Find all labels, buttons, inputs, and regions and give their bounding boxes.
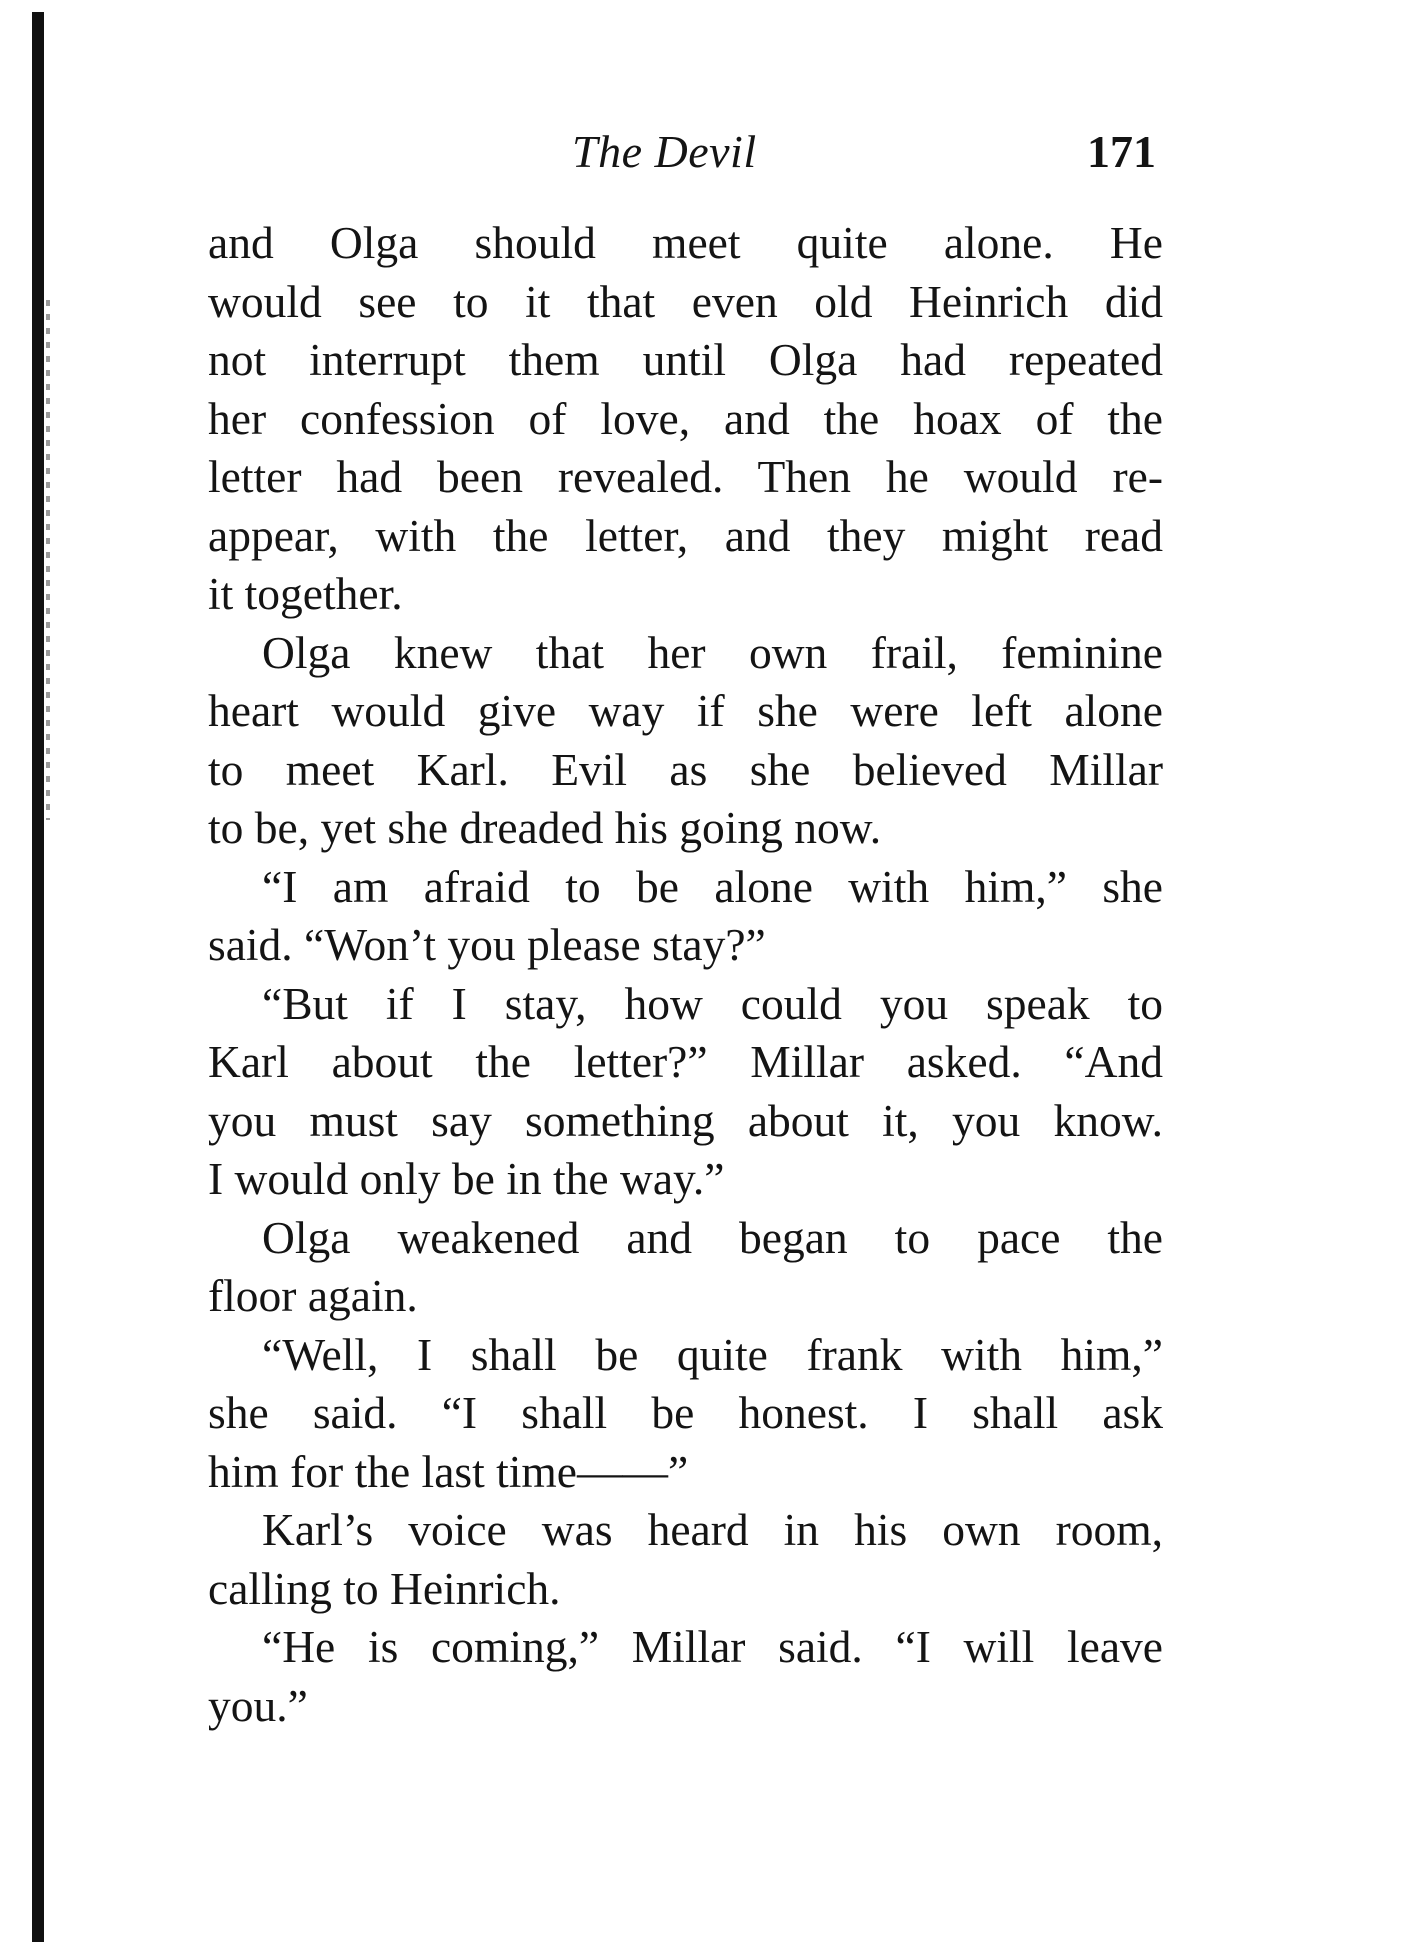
text-line: Olga knew that her own frail, feminine	[262, 626, 1163, 678]
text-line: Olga weakened and began to pace the	[262, 1211, 1163, 1263]
text-line: floor again.	[208, 1270, 418, 1321]
text-line: I would only be in the way.”	[208, 1153, 725, 1204]
body-text	[208, 214, 1163, 1735]
text-line: “But if I stay, how could you speak to	[262, 977, 1163, 1029]
text-line: you.”	[208, 1679, 308, 1731]
text-line: Karl about the letter?” Millar asked. “And	[208, 1036, 1163, 1087]
text-line: appear, with the letter, and they might read	[208, 509, 1163, 561]
text-line: and Olga should meet quite alone. He	[208, 217, 1163, 268]
page-number: 171	[1087, 126, 1156, 177]
text-line: you must say something about it, you know.	[208, 1094, 1163, 1146]
text-line: heart would give way if she were left alone	[208, 685, 1163, 736]
binding-edge	[32, 12, 44, 1942]
text-line: to be, yet she dreaded his going now.	[208, 802, 882, 853]
text-line: her confession of love, and the hoax of the	[208, 392, 1163, 444]
text-line: letter had been revealed. Then he would re-	[208, 451, 1163, 502]
text-line: to meet Karl. Evil as she believed Millar	[208, 743, 1163, 795]
running-title: The Devil	[572, 126, 757, 177]
text-line: she said. “I shall be honest. I shall ask	[208, 1387, 1163, 1438]
running-head	[0, 122, 1414, 182]
text-line: said. “Won’t you please stay?”	[208, 919, 766, 970]
text-line: “Well, I shall be quite frank with him,”	[262, 1328, 1163, 1380]
text-line: not interrupt them until Olga had repeated	[208, 334, 1163, 385]
text-line: would see to it that even old Heinrich did	[208, 275, 1163, 327]
text-line: it together.	[208, 568, 403, 619]
text-line: Karl’s voice was heard in his own room,	[262, 1504, 1163, 1555]
text-line: “He is coming,” Millar said. “I will leave	[262, 1621, 1163, 1672]
text-line: calling to Heinrich.	[208, 1562, 561, 1614]
text-line: “I am afraid to be alone with him,” she	[262, 860, 1163, 912]
binding-shadow	[46, 300, 50, 820]
text-line: him for the last time——”	[208, 1445, 689, 1497]
